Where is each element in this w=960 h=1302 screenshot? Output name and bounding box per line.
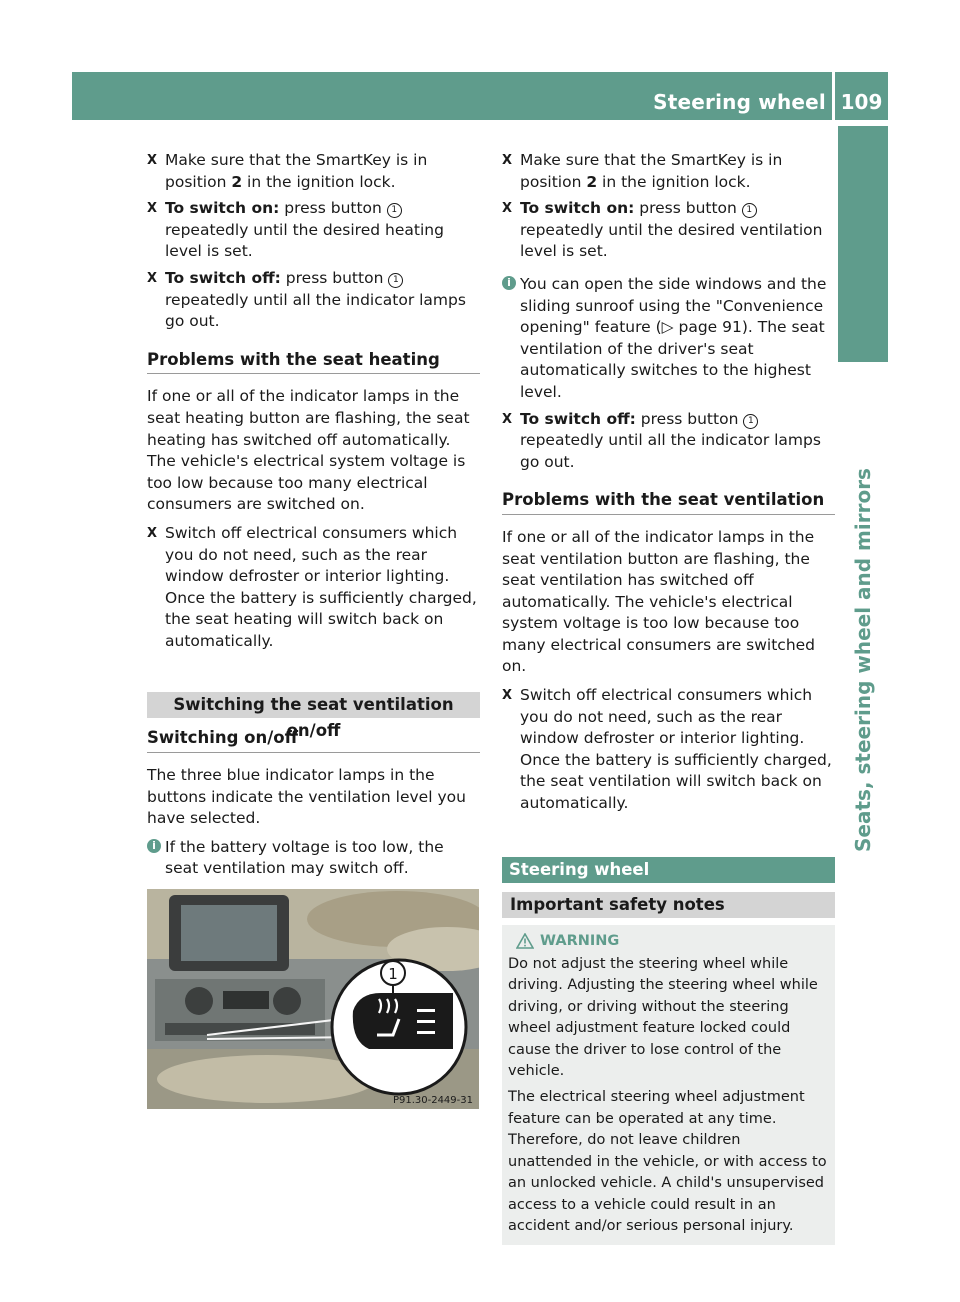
- page-number: 109: [840, 90, 883, 114]
- photo-callout-number: 1: [388, 965, 398, 984]
- problems-heating-text: If one or all of the indicator lamps in the seat heating button are flashing, the seat heating has switched off automatically. The vehicle's electrical system voltage is too low because too many electrical consumers are switched on.: [147, 387, 470, 514]
- circled-number-icon: 1: [388, 273, 403, 288]
- warning-heading: WARNING: [508, 931, 829, 952]
- x-mark-icon: X: [147, 525, 158, 541]
- circled-number-icon: 1: [743, 414, 758, 429]
- info-icon: i: [502, 276, 516, 290]
- info-note: i If the battery voltage is too low, the seat ventilation may switch off.: [147, 837, 480, 880]
- switching-heading: Switching on/off: [147, 727, 480, 753]
- x-mark-icon: X: [147, 201, 158, 217]
- page-header-title: Steering wheel: [653, 90, 826, 114]
- warning-box: [502, 925, 835, 1246]
- page-reference-arrow-icon: ▷: [661, 318, 674, 337]
- step-item: X Switch off electrical consumers which you do not need, such as the rear window defroster or interior lighting. Once the battery is sufficiently charged, the seat heating will switch back on automatically.: [147, 523, 477, 650]
- warning-paragraph-2: The electrical steering wheel adjustment feature can be operated at any time. Therefore, do not leave children unattended in the vehicle, or with access to an unlocked vehicle. A child's unsupervised access to a vehicle could result in an accident and/or serious personal injury.: [508, 1089, 827, 1234]
- problems-ventilation-text: If one or all of the indicator lamps in the seat ventilation button are flashing, the seat ventilation has switched off automatically. The vehicle's electrical system voltage is too low because too many electrical consumers are switched on.: [502, 527, 816, 676]
- problems-ventilation-heading: Problems with the seat ventilation: [502, 489, 835, 515]
- x-mark-icon: X: [147, 153, 158, 168]
- step-item: X Switch off electrical consumers which you do not need, such as the rear window defroster or interior lighting. Once the battery is sufficiently charged, the seat ventilation will switch back on automatically.: [502, 686, 832, 813]
- x-mark-icon: X: [147, 270, 158, 286]
- safety-notes-bar: Important safety notes: [502, 892, 835, 918]
- warning-paragraph-1: Do not adjust the steering wheel while driving. Adjusting the steering wheel while driving, or driving without the steering wheel adjustment feature locked could cause the driver to lose control of the vehicle.: [508, 956, 818, 1080]
- section-bar-ventilation: Switching the seat ventilation on/off: [147, 692, 480, 718]
- problems-heating-heading: Problems with the seat heating: [147, 349, 480, 375]
- x-mark-icon: X: [502, 153, 513, 168]
- step-item: X To switch off: press button 1 repeatedly until all the indicator lamps go out.: [502, 409, 821, 471]
- circled-number-icon: 1: [742, 203, 757, 218]
- right-column: [502, 150, 835, 1245]
- x-mark-icon: X: [502, 688, 513, 704]
- x-mark-icon: X: [502, 411, 513, 427]
- step-item: X To switch on: press button 1 repeatedly until the desired ventilation level is set.: [502, 199, 823, 261]
- warning-triangle-icon: [516, 933, 534, 949]
- seat-ventilation-photo: [147, 889, 479, 1109]
- info-icon: i: [147, 839, 161, 853]
- circled-number-icon: 1: [387, 203, 402, 218]
- chapter-label: Seats, steering wheel and mirrors: [851, 468, 875, 852]
- step-item: X Make sure that the SmartKey is in position 2 in the ignition lock.: [502, 151, 783, 191]
- section-bar-steering-wheel: Steering wheel: [502, 857, 835, 883]
- chapter-tab: [838, 126, 888, 362]
- step-item: X Make sure that the SmartKey is in position 2 in the ignition lock.: [147, 151, 428, 191]
- x-mark-icon: X: [502, 201, 513, 217]
- photo-reference: P91.30-2449-31: [392, 1095, 473, 1107]
- step-item: X To switch on: press button 1 repeatedly until the desired heating level is set.: [147, 199, 444, 261]
- switching-text: The three blue indicator lamps in the buttons indicate the ventilation level you have selected.: [147, 766, 466, 828]
- left-column: [147, 150, 480, 1109]
- step-item: X To switch off: press button 1 repeatedly until all the indicator lamps go out.: [147, 268, 466, 331]
- info-note: i You can open the side windows and the sliding sunroof using the "Convenience opening" feature (▷ page 91). The seat ventilation of the driver's seat automatically switches to the highest level.: [502, 274, 835, 404]
